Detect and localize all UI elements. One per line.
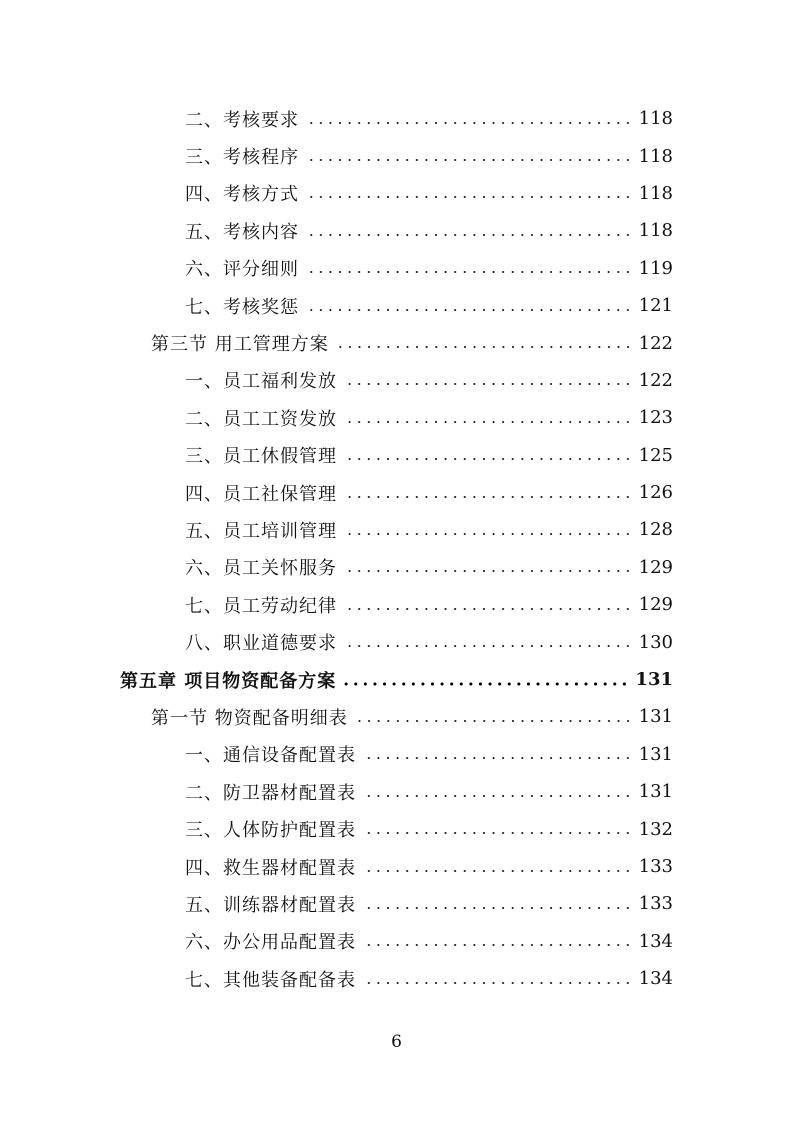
- toc-item-entry[interactable]: [0, 287, 673, 324]
- page-number: 6: [391, 1032, 402, 1052]
- toc-item-entry[interactable]: [0, 586, 673, 623]
- toc-entry-title: 七、其他装备配备表: [185, 969, 356, 991]
- toc-item-entry[interactable]: [0, 250, 673, 287]
- toc-entry-title: 二、员工工资发放: [185, 408, 337, 430]
- table-of-contents: [0, 100, 793, 997]
- toc-entry-page: 126: [638, 482, 673, 504]
- dot-leader: [362, 869, 633, 873]
- toc-section-entry[interactable]: [0, 324, 673, 361]
- toc-entry-title: 四、员工社保管理: [185, 483, 337, 505]
- toc-entry-title: 四、救生器材配置表: [185, 857, 356, 879]
- toc-item-entry[interactable]: [0, 437, 673, 474]
- toc-entry-page: 134: [638, 968, 673, 990]
- toc-section-entry[interactable]: [0, 698, 673, 735]
- dot-leader: [343, 607, 633, 611]
- toc-entry-title: 五、考核内容: [185, 221, 299, 243]
- dot-leader: [305, 195, 633, 199]
- toc-entry-title: 七、考核奖惩: [185, 296, 299, 318]
- toc-entry-page: 131: [638, 743, 673, 765]
- toc-entry-page: 134: [638, 930, 673, 952]
- toc-entry-title: 三、人体防护配置表: [185, 820, 356, 842]
- toc-entry-page: 118: [638, 182, 673, 204]
- toc-item-entry[interactable]: [0, 623, 673, 660]
- dot-leader: [342, 682, 629, 686]
- toc-item-entry[interactable]: [0, 212, 673, 249]
- toc-entry-title: 六、员工关怀服务: [185, 558, 337, 580]
- toc-entry-page: 123: [638, 407, 673, 429]
- dot-leader: [343, 382, 633, 386]
- toc-entry-page: 131: [638, 781, 673, 803]
- toc-entry-page: 129: [638, 594, 673, 616]
- toc-item-entry[interactable]: [0, 960, 673, 997]
- toc-chapter-entry[interactable]: [0, 661, 673, 698]
- toc-entry-page: 131: [635, 669, 673, 691]
- toc-entry-page: 121: [638, 295, 673, 317]
- toc-entry-title: 五、员工培训管理: [185, 520, 337, 542]
- toc-item-entry[interactable]: [0, 100, 673, 137]
- toc-entry-title: 八、职业道德要求: [185, 633, 337, 655]
- toc-entry-page: 131: [638, 706, 673, 728]
- toc-entry-title: 三、员工休假管理: [185, 446, 337, 468]
- dot-leader: [362, 756, 633, 760]
- toc-entry-page: 122: [638, 332, 673, 354]
- toc-entry-page: 133: [638, 856, 673, 877]
- toc-entry-page: 119: [638, 257, 673, 279]
- toc-entry-title: 四、考核方式: [185, 184, 299, 206]
- toc-entry-title: 第五章 项目物资配备方案: [120, 670, 337, 692]
- dot-leader: [362, 906, 633, 910]
- toc-item-entry[interactable]: [0, 848, 673, 885]
- toc-entry-page: 118: [638, 145, 673, 167]
- dot-leader: [335, 345, 633, 349]
- toc-item-entry[interactable]: [0, 399, 673, 436]
- toc-item-entry[interactable]: [0, 885, 673, 922]
- toc-entry-page: 129: [638, 556, 673, 578]
- toc-entry-page: 128: [638, 519, 673, 541]
- dot-leader: [305, 158, 633, 162]
- toc-item-entry[interactable]: [0, 474, 673, 511]
- dot-leader: [362, 831, 633, 835]
- toc-entry-page: 130: [638, 631, 673, 653]
- dot-leader: [343, 644, 633, 648]
- toc-item-entry[interactable]: [0, 923, 673, 960]
- dot-leader: [354, 719, 633, 723]
- toc-entry-title: 七、员工劳动纪律: [185, 595, 337, 617]
- toc-item-entry[interactable]: [0, 137, 673, 174]
- dot-leader: [343, 532, 633, 536]
- dot-leader: [305, 121, 633, 125]
- toc-entry-page: 133: [638, 893, 673, 915]
- toc-item-entry[interactable]: [0, 736, 673, 773]
- dot-leader: [343, 420, 633, 424]
- toc-entry-page: 132: [638, 818, 673, 840]
- toc-entry-title: 二、防卫器材配置表: [185, 782, 356, 804]
- dot-leader: [362, 981, 633, 985]
- dot-leader: [362, 794, 633, 798]
- toc-entry-title: 一、通信设备配置表: [185, 745, 356, 767]
- toc-entry-title: 第一节 物资配备明细表: [151, 707, 348, 729]
- toc-entry-title: 一、员工福利发放: [185, 371, 337, 393]
- toc-entry-title: 三、考核程序: [185, 147, 299, 169]
- toc-entry-title: 六、办公用品配置表: [185, 932, 356, 954]
- toc-item-entry[interactable]: [0, 773, 673, 810]
- dot-leader: [343, 495, 633, 499]
- toc-entry-page: 118: [638, 220, 673, 242]
- toc-entry-title: 二、考核要求: [185, 109, 299, 131]
- toc-item-entry[interactable]: [0, 549, 673, 586]
- toc-entry-title: 六、评分细则: [185, 259, 299, 281]
- toc-entry-title: 五、训练器材配置表: [185, 894, 356, 916]
- dot-leader: [305, 233, 633, 237]
- toc-entry-title: 第三节 用工管理方案: [151, 334, 329, 356]
- dot-leader: [305, 270, 633, 274]
- toc-entry-page: 118: [638, 108, 673, 130]
- dot-leader: [305, 308, 633, 312]
- dot-leader: [343, 569, 633, 573]
- toc-item-entry[interactable]: [0, 362, 673, 399]
- dot-leader: [343, 457, 633, 461]
- toc-entry-page: 125: [638, 444, 673, 466]
- toc-item-entry[interactable]: [0, 511, 673, 548]
- toc-entry-page: 122: [638, 369, 673, 391]
- toc-item-entry[interactable]: [0, 175, 673, 212]
- toc-item-entry[interactable]: [0, 810, 673, 847]
- dot-leader: [362, 943, 633, 947]
